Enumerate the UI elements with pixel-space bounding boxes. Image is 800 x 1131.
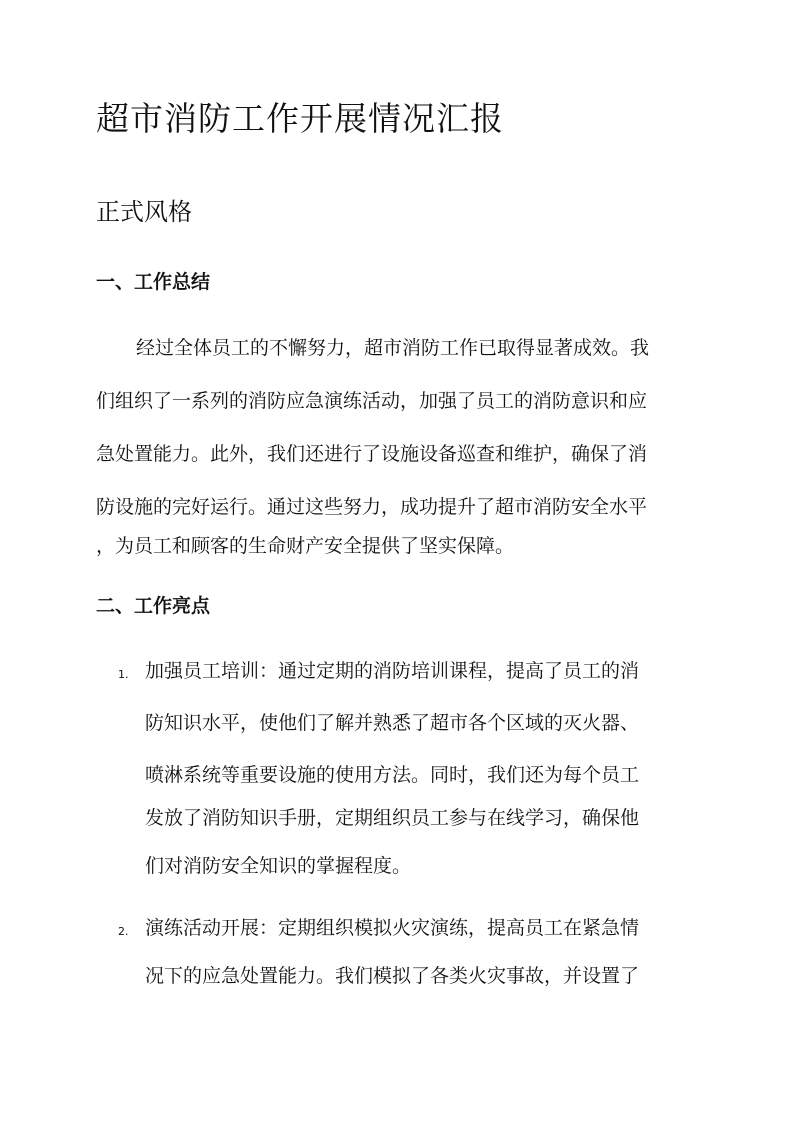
list-item-line: 们对消防安全知识的掌握程度。 [145,855,412,877]
summary-paragraph-line: 防设施的完好运行。通过这些努力，成功提升了超市消防安全水平 [96,496,648,518]
document-title: 超市消防工作开展情况汇报 [96,99,504,138]
list-item-line: 喷淋系统等重要设施的使用方法。同时，我们还为每个员工 [145,764,640,786]
list-item-line: 况下的应急处置能力。我们模拟了各类火灾事故，并设置了 [145,965,640,987]
section-heading-work-summary: 一、工作总结 [96,271,211,293]
summary-paragraph-line: 急处置能力。此外，我们还进行了设施设备巡查和维护，确保了消 [96,443,648,465]
document-subtitle: 正式风格 [96,198,192,226]
list-item-line: 防知识水平，使他们了解并熟悉了超市各个区域的灭火器、 [145,712,640,734]
list-item-line: 演练活动开展：定期组织模拟火灾演练，提高员工在紧急情 [145,917,640,939]
summary-paragraph-line: 经过全体员工的不懈努力，超市消防工作已取得显著成效。我 [136,337,650,359]
list-item-number: 1. [118,668,129,681]
summary-paragraph-line: ，为员工和顾客的生命财产安全提供了坚实保障。 [96,535,515,557]
section-heading-work-highlights: 二、工作亮点 [96,595,211,617]
list-item-number: 2. [118,925,129,938]
list-item-line: 加强员工培训：通过定期的消防培训课程，提高了员工的消 [145,660,640,682]
list-item-line: 发放了消防知识手册，定期组织员工参与在线学习，确保他 [145,807,640,829]
summary-paragraph-line: 们组织了一系列的消防应急演练活动，加强了员工的消防意识和应 [96,390,648,412]
